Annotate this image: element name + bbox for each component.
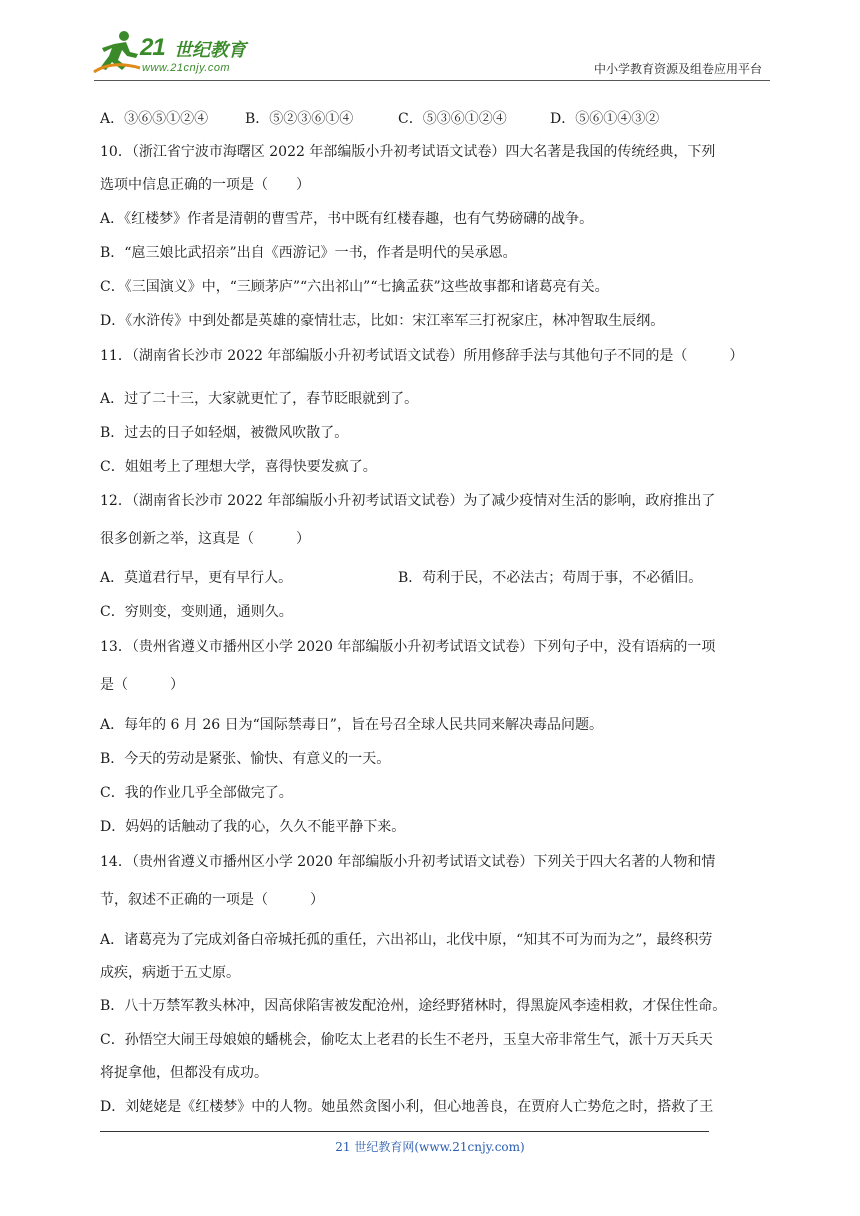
q14-option-c-line1: C．孙悟空大闹王母娘娘的蟠桃会，偷吃太上老君的长生不老丹，玉皇大帝非常生气，派十万天兵天 (100, 1032, 713, 1048)
q11-option-c: C．姐姐考上了理想大学，喜得快要发疯了。 (100, 459, 377, 475)
footer-divider (100, 1131, 709, 1132)
q13-option-c: C．我的作业几乎全部做完了。 (100, 785, 293, 801)
q14-option-a-line2: 成疾，病逝于五丈原。 (100, 965, 240, 981)
q12-stem-line1: 12．（湖南省长沙市 2022 年部编版小升初考试语文试卷）为了减少疫情对生活的影响，政府推出了 (100, 493, 716, 509)
logo-number: 21 (140, 34, 165, 61)
q14-stem-line1: 14．（贵州省遵义市播州区小学 2020 年部编版小升初考试语文试卷）下列关于四大名著的人物和情 (100, 854, 716, 870)
q11-option-b: B．过去的日子如轻烟，被微风吹散了。 (100, 425, 349, 441)
q14-option-c-line2: 将捉拿他，但都没有成功。 (100, 1065, 268, 1081)
runner-logo-icon (92, 30, 142, 76)
q14-option-b: B．八十万禁军教头林冲，因高俅陷害被发配沧州，途经野猪林时，得黑旋风李逵相救，才保住性命。 (100, 998, 727, 1014)
q11-stem: 11．（湖南省长沙市 2022 年部编版小升初考试语文试卷）所用修辞手法与其他句子不同的是（ ） (100, 348, 744, 364)
q14-option-d-line1: D．刘姥姥是《红楼梦》中的人物。她虽然贪图小利，但心地善良，在贾府人亡势危之时，搭救了王 (100, 1099, 714, 1115)
q9-option-c: C．⑤③⑥①②④ (398, 111, 507, 127)
logo-url: www.21cnjy.com (142, 62, 231, 74)
q11-option-a: A．过了二十三，大家就更忙了，春节眨眼就到了。 (100, 391, 419, 407)
q13-stem-line2: 是（ ） (100, 677, 184, 693)
platform-title: 中小学教育资源及组卷应用平台 (593, 62, 762, 76)
q10-option-a: A．《红楼梦》作者是清朝的曹雪芹，书中既有红楼春趣，也有气势磅礴的战争。 (100, 211, 594, 227)
q13-stem-line1: 13．（贵州省遵义市播州区小学 2020 年部编版小升初考试语文试卷）下列句子中，没有语病的一项 (100, 639, 716, 655)
q10-option-b: B．“扈三娘比武招亲”出自《西游记》一书，作者是明代的吴承恩。 (100, 245, 517, 261)
q10-option-d: D．《水浒传》中到处都是英雄的豪情壮志，比如：宋江率军三打祝家庄，林冲智取生辰纲。 (100, 313, 665, 329)
q9-option-b: B．⑤②③⑥①④ (245, 111, 354, 127)
q12-option-b: B．苟利于民，不必法古；苟周于事，不必循旧。 (398, 570, 703, 586)
q9-option-a: A．③⑥⑤①②④ (100, 111, 209, 127)
q12-stem-line2: 很多创新之举，这真是（ ） (100, 531, 310, 547)
q14-stem-line2: 节，叙述不正确的一项是（ ） (100, 892, 324, 908)
q9-option-d: D．⑤⑥①④③② (550, 111, 660, 127)
site-logo (92, 28, 262, 78)
q10-option-c: C．《三国演义》中，“三顾茅庐”“六出祁山”“七擒孟获”这些故事都和诸葛亮有关。 (100, 279, 609, 295)
page-footer: 21 世纪教育网(www.21cnjy.com) (335, 1140, 525, 1154)
q13-option-a: A．每年的 6 月 26 日为“国际禁毒日”，旨在号召全球人民共同来解决毒品问题。 (100, 717, 603, 733)
page-header (92, 28, 770, 80)
q13-option-d: D．妈妈的话触动了我的心，久久不能平静下来。 (100, 819, 406, 835)
q10-stem-line1: 10．（浙江省宁波市海曙区 2022 年部编版小升初考试语文试卷）四大名著是我国的传统经典，下列 (100, 144, 716, 160)
q12-option-c: C．穷则变，变则通，通则久。 (100, 604, 293, 620)
logo-name: 世纪教育 (174, 40, 246, 61)
q12-option-a: A．莫道君行早，更有早行人。 (100, 570, 293, 586)
header-divider (94, 80, 770, 81)
q13-option-b: B．今天的劳动是紧张、愉快、有意义的一天。 (100, 751, 391, 767)
q14-option-a-line1: A．诸葛亮为了完成刘备白帝城托孤的重任，六出祁山，北伐中原，“知其不可为而为之”，最终积劳 (100, 932, 713, 948)
q10-stem-line2: 选项中信息正确的一项是（ ） (100, 177, 310, 193)
